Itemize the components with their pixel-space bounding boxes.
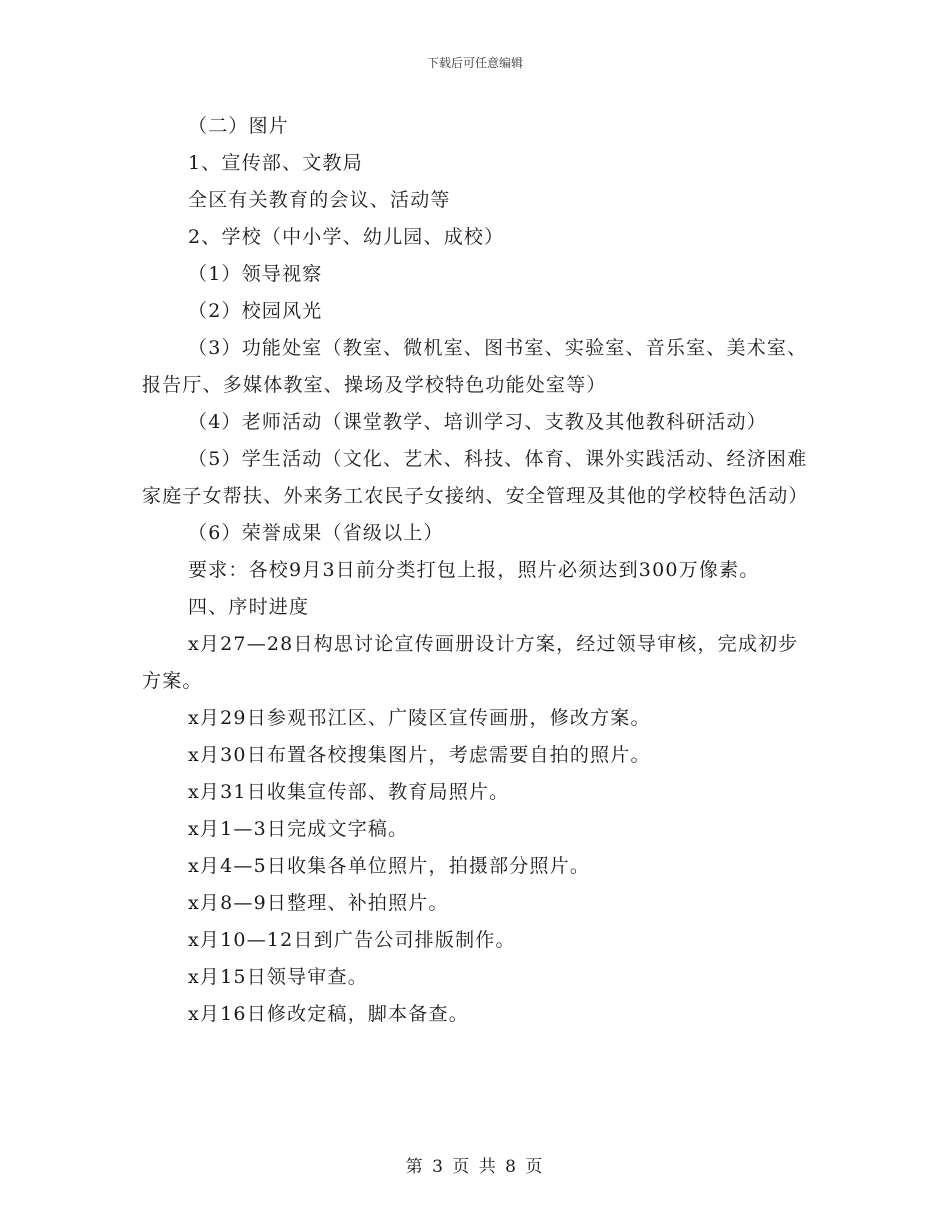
list-item: 1、宣传部、文教局 — [188, 152, 363, 174]
schedule-item: x月8—9日整理、补拍照片。 — [188, 892, 449, 914]
schedule-item: x月15日领导审查。 — [188, 966, 368, 988]
list-item: （1）领导视察 — [188, 263, 323, 285]
schedule-item: x月29日参观邗江区、广陵区宣传画册，修改方案。 — [188, 707, 651, 729]
list-item: 全区有关教育的会议、活动等 — [188, 189, 451, 211]
page-number-footer: 第 3 页 共 8 页 — [405, 1157, 545, 1177]
schedule-item: x月10—12日到广告公司排版制作。 — [188, 929, 516, 951]
list-item: 2、学校（中小学、幼儿园、成校） — [188, 226, 505, 248]
schedule-item: x月31日收集宣传部、教育局照片。 — [188, 781, 510, 803]
section-heading-images: （二）图片 — [188, 115, 290, 137]
list-item: （6）荣誉成果（省级以上） — [188, 522, 444, 544]
schedule-item: x月1—3日完成文字稿。 — [188, 818, 409, 840]
section-heading-schedule: 四、序时进度 — [188, 596, 310, 618]
page-header: 下载后可任意编辑 — [426, 56, 523, 70]
list-item: （2）校园风光 — [188, 300, 323, 322]
list-item: （5）学生活动（文化、艺术、科技、体育、课外实践活动、经济困难家庭子女帮扶、外来务工农民子女接纳、安全管理及其他的学校特色活动） — [142, 448, 809, 507]
schedule-item: x月16日修改定稿，脚本备查。 — [188, 1003, 469, 1025]
schedule-item: x月4—5日收集各单位照片，拍摄部分照片。 — [188, 855, 591, 877]
requirement-paragraph: 要求：各校9月3日前分类打包上报，照片必须达到300万像素。 — [188, 559, 760, 581]
list-item: （4）老师活动（课堂教学、培训学习、支教及其他教科研活动） — [188, 411, 767, 433]
document-body — [142, 108, 814, 1033]
schedule-item: x月30日布置各校搜集图片，考虑需要自拍的照片。 — [188, 744, 651, 766]
schedule-item: x月27—28日构思讨论宣传画册设计方案，经过领导审核，完成初步方案。 — [142, 633, 799, 692]
list-item: （3）功能处室（教室、微机室、图书室、实验室、音乐室、美术室、报告厅、多媒体教室、操场及学校特色功能处室等） — [142, 337, 808, 396]
